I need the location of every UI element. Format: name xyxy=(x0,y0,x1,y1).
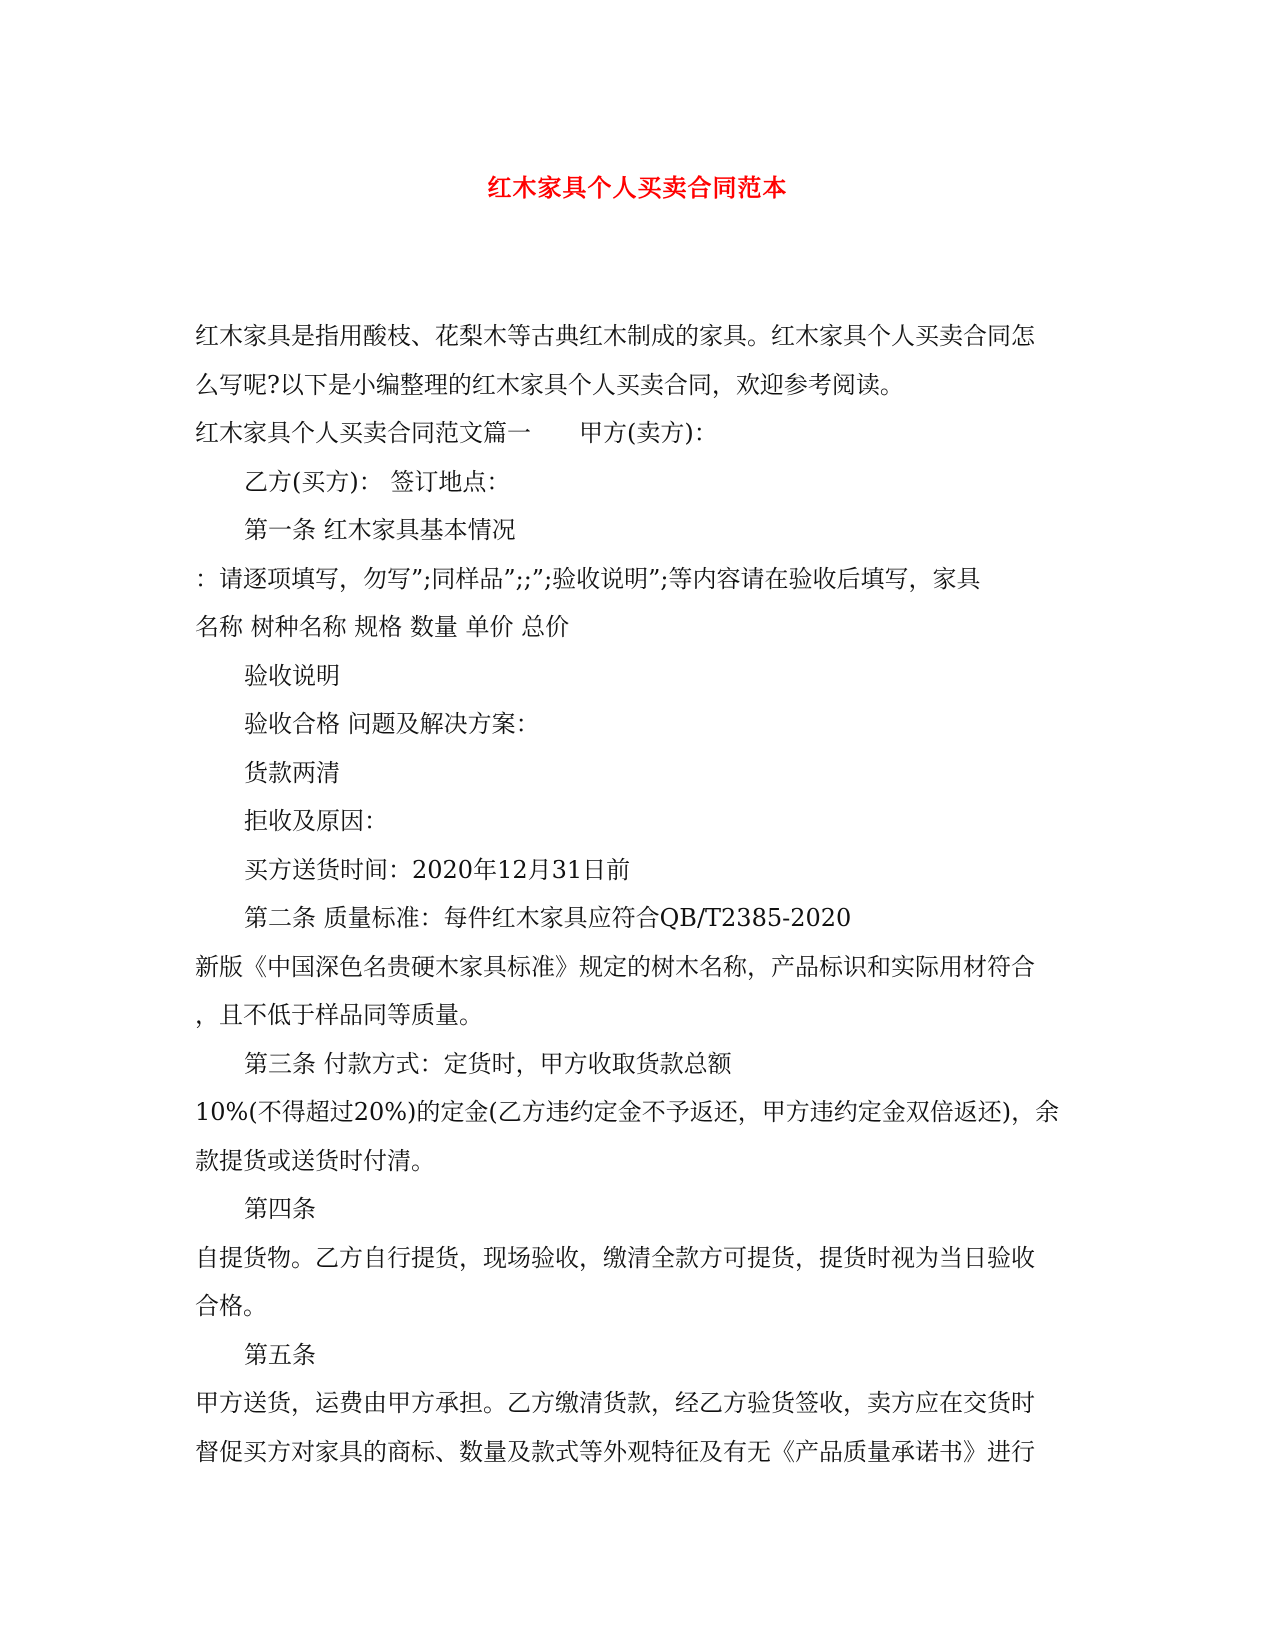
document-body xyxy=(195,312,1085,1476)
paragraph-line: 新版《中国深色名贵硬木家具标准》规定的树木名称，产品标识和实际用材符合 xyxy=(195,952,1035,981)
paragraph-line: 合格。 xyxy=(195,1292,267,1320)
paragraph-line: 验收说明 xyxy=(244,661,340,690)
paragraph-line: 么写呢?以下是小编整理的红木家具个人买卖合同，欢迎参考阅读。 xyxy=(195,370,904,399)
paragraph-line: ：请逐项填写，勿写”;同样品”;;”;验收说明”;等内容请在验收后填写，家具 xyxy=(195,564,981,593)
paragraph-line: 督促买方对家具的商标、数量及款式等外观特征及有无《产品质量承诺书》进行 xyxy=(195,1437,1035,1466)
paragraph-line: 款提货或送货时付清。 xyxy=(195,1146,435,1175)
party-a-label: 甲方(卖方)： xyxy=(579,419,718,447)
paragraph-line: 名称 树种名称 规格 数量 单价 总价 xyxy=(195,613,570,641)
clause-heading: 第四条 xyxy=(244,1195,316,1223)
clause-heading: 第三条 付款方式：定货时，甲方收取货款总额 xyxy=(244,1049,732,1078)
paragraph-line: 乙方(买方)： 签订地点： xyxy=(244,467,511,496)
paragraph-line: 买方送货时间：2020年12月31日前 xyxy=(244,855,631,884)
paragraph-line xyxy=(195,409,1085,458)
paragraph-line: 红木家具是指用酸枝、花梨木等古典红木制成的家具。红木家具个人买卖合同怎 xyxy=(195,322,1035,350)
clause-heading: 第二条 质量标准：每件红木家具应符合QB/T2385-2020 xyxy=(244,904,852,932)
clause-heading: 第五条 xyxy=(244,1340,316,1369)
clause-heading: 第一条 红木家具基本情况 xyxy=(244,516,516,544)
section-heading: 红木家具个人买卖合同范文篇一 xyxy=(195,419,531,447)
paragraph-line: 拒收及原因： xyxy=(244,807,388,835)
document-title: 红木家具个人买卖合同范本 xyxy=(487,173,788,202)
paragraph-line: 10%(不得超过20%)的定金(乙方违约定金不予返还，甲方违约定金双倍返还)，余 xyxy=(195,1098,1060,1126)
paragraph-line: 自提货物。乙方自行提货，现场验收，缴清全款方可提货，提货时视为当日验收 xyxy=(195,1243,1035,1272)
paragraph-line: ，且不低于样品同等质量。 xyxy=(195,1001,483,1029)
paragraph-line: 甲方送货，运费由甲方承担。乙方缴清货款，经乙方验货签收，卖方应在交货时 xyxy=(195,1389,1035,1417)
paragraph-line: 货款两清 xyxy=(244,758,340,787)
paragraph-line: 验收合格 问题及解决方案： xyxy=(244,710,540,738)
